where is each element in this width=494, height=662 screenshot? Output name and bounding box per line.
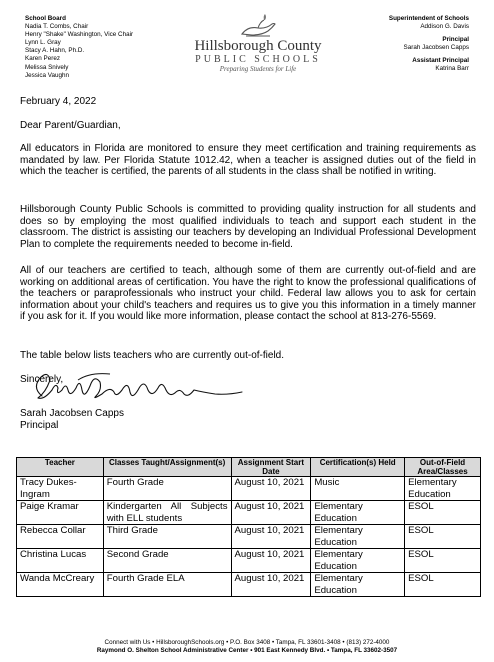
district-logo bbox=[168, 14, 348, 74]
board-member: Nadia T. Combs, Chair bbox=[25, 23, 89, 31]
principal-name: Sarah Jacobsen Capps bbox=[403, 44, 469, 52]
table-row bbox=[17, 501, 481, 525]
out-of-field-cell: ESOL bbox=[405, 549, 481, 573]
superintendent-title: Superintendent of Schools bbox=[388, 15, 469, 22]
teacher-cell: Paige Kramar bbox=[17, 501, 104, 525]
letter-date: February 4, 2022 bbox=[20, 96, 97, 107]
assistant-principal-name: Katrina Barr bbox=[435, 65, 469, 73]
lamp-icon bbox=[238, 14, 278, 38]
start-date-cell: August 10, 2021 bbox=[231, 549, 311, 573]
classes-cell: Fourth Grade bbox=[103, 477, 231, 501]
teacher-cell: Rebecca Collar bbox=[17, 525, 104, 549]
teacher-cell: Christina Lucas bbox=[17, 549, 104, 573]
board-member: Lynn L. Gray bbox=[25, 39, 61, 47]
signer-block bbox=[20, 408, 124, 432]
table-row bbox=[17, 549, 481, 573]
school-board-list bbox=[25, 15, 133, 80]
table-row bbox=[17, 525, 481, 549]
salutation: Dear Parent/Guardian, bbox=[20, 120, 121, 131]
certification-cell: Elementary Education bbox=[311, 501, 405, 525]
classes-cell: Fourth Grade ELA bbox=[103, 573, 231, 597]
paragraph-certification: All educators in Florida are monitored to ensure they meet certification and training requirements as mandated by law. Per Florida Statute 1012.42, when a teacher is assigned duties out of the field in which the teacher is certified, the parents of all students in the class shall be notified in writing. bbox=[20, 143, 476, 178]
school-board-title: School Board bbox=[25, 15, 66, 22]
start-date-cell: August 10, 2021 bbox=[231, 525, 311, 549]
certification-cell: Music bbox=[311, 477, 405, 501]
certification-cell: Elementary Education bbox=[311, 549, 405, 573]
board-member: Henry "Shake" Washington, Vice Chair bbox=[25, 31, 134, 39]
principal-title: Principal bbox=[442, 36, 469, 44]
footer-contact: Connect with Us • HillsboroughSchools.org • P.O. Box 3408 • Tampa, FL 33601-3408 • (813) 272-4000 bbox=[104, 639, 390, 646]
superintendent-name: Addison G. Davis bbox=[420, 23, 469, 31]
certification-cell: Elementary Education bbox=[311, 573, 405, 597]
district-subname: PUBLIC SCHOOLS bbox=[195, 54, 321, 65]
header-out-of-field: Out-of-Field Area/Classes bbox=[405, 458, 481, 477]
closing: Sincerely, bbox=[20, 374, 64, 385]
table-header-row bbox=[17, 458, 481, 477]
classes-cell: Kindergarten All Subjects with ELL students bbox=[103, 501, 231, 525]
paragraph-commitment: Hillsborough County Public Schools is committed to providing quality instruction for all students and does so by employing the most qualified individuals to teach and support each student in the classroom. The district is assisting our teachers by developing an Individual Professional Development Plan to complete the requirements needed to become in-field. bbox=[20, 204, 476, 250]
board-member: Karen Perez bbox=[25, 55, 61, 63]
letter-footer bbox=[0, 639, 494, 655]
header-certification: Certification(s) Held bbox=[311, 458, 405, 477]
header-start-date: Assignment Start Date bbox=[231, 458, 311, 477]
teacher-cell: Wanda McCreary bbox=[17, 573, 104, 597]
start-date-cell: August 10, 2021 bbox=[231, 501, 311, 525]
header-classes: Classes Taught/Assignment(s) bbox=[103, 458, 231, 477]
board-member: Jessica Vaughn bbox=[25, 71, 69, 79]
out-of-field-cell: Elementary Education bbox=[405, 477, 481, 501]
header-teacher: Teacher bbox=[17, 458, 104, 477]
out-of-field-cell: ESOL bbox=[405, 525, 481, 549]
officials-list bbox=[389, 15, 469, 74]
classes-cell: Second Grade bbox=[103, 549, 231, 573]
table-intro: The table below lists teachers who are currently out-of-field. bbox=[20, 350, 285, 361]
board-member: Stacy A. Hahn, Ph.D. bbox=[25, 47, 85, 55]
out-of-field-table bbox=[16, 457, 481, 597]
out-of-field-cell: ESOL bbox=[405, 501, 481, 525]
footer-address: Raymond O. Shelton School Administrative Center • 901 East Kennedy Blvd. • Tampa, FL 33602-3507 bbox=[96, 647, 398, 655]
teacher-cell: Tracy Dukes-Ingram bbox=[17, 477, 104, 501]
district-tagline: Preparing Students for Life bbox=[219, 65, 297, 73]
start-date-cell: August 10, 2021 bbox=[231, 573, 311, 597]
handwritten-signature bbox=[30, 368, 250, 408]
classes-cell: Third Grade bbox=[103, 525, 231, 549]
table-row bbox=[17, 477, 481, 501]
district-name: Hillsborough County bbox=[194, 38, 322, 54]
signer-title: Principal bbox=[20, 420, 59, 431]
paragraph-rights: All of our teachers are certified to teach, although some of them are currently out-of-field and are working on additional areas of certification. You have the right to know the professional qualifications of the teachers or paraprofessionals who instruct your child. Federal law allows you to ask for certain information about your child's teachers and requires us to give you this information in a timely manner if you ask for it. If you would like more information, please contact the school at 813-276-5569. bbox=[20, 265, 476, 323]
start-date-cell: August 10, 2021 bbox=[231, 477, 311, 501]
assistant-principal-title: Assistant Principal bbox=[412, 57, 469, 65]
certification-cell: Elementary Education bbox=[311, 525, 405, 549]
signer-name: Sarah Jacobsen Capps bbox=[20, 408, 124, 419]
board-member: Melissa Snively bbox=[25, 63, 69, 71]
table-row bbox=[17, 573, 481, 597]
out-of-field-cell: ESOL bbox=[405, 573, 481, 597]
